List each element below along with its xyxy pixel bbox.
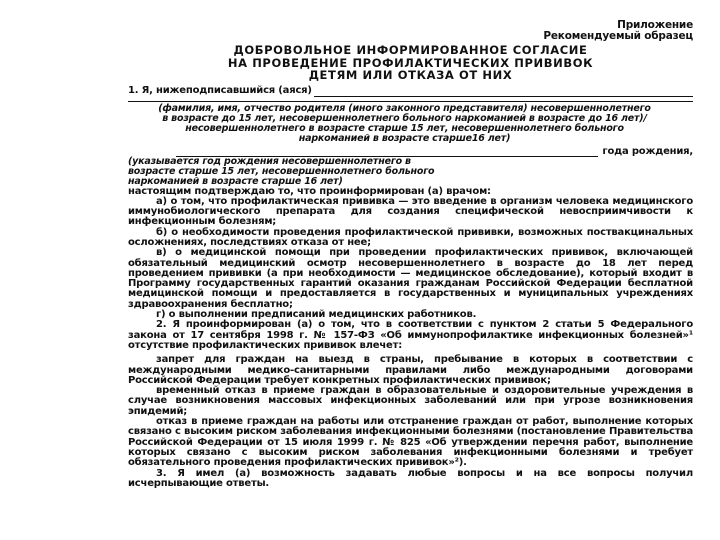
document-title: [128, 44, 693, 82]
item-v: в) о медицинской помощи при проведении профилактических прививок, включающей обязательный медицинский осмотр несовершеннолетнего в возрасте до 18 лет перед проведением прививки (а при необходимости — медицинское обследование), который входит в Программу государственных гарантий оказания гражданам Российской Федерации бесплатной медицинской помощи и предоставляется в государственных и муниципальных учреждениях здравоохранения бесплатно;: [128, 247, 693, 310]
consent-form: [128, 20, 693, 489]
consequence-3: отказ в приеме граждан на работы или отстранение граждан от работ, выполнение которых связано с высоким риском заболевания инфекционными болезнями (постановление Правительства Российской Федерации от 15 июля 1999 г. № 825 «Об утверждении перечня работ, выполнение которых связано с высоким риском заболевания инфекционными болезнями и требует обязательного проведения профилактических прививок»²).: [128, 416, 693, 469]
point-3: 3. Я имел (а) возможность задавать любые вопросы и на все вопросы получил исчерпывающие ответы.: [128, 467, 693, 489]
item-a: а) о том, что профилактическая прививка — это введение в организм человека медицинского иммунобиологического препарата для создания специфической невосприимчивости к инфекционным болезням;: [128, 195, 693, 228]
item-g: г) о выполнении предписаний медицинских работников.: [156, 309, 477, 321]
consequence-2: временный отказ в приеме граждан в образовательные и оздоровительные учреждения в случае возникновения массовых инфекционных заболеваний или при угрозе возникновения эпидемий;: [128, 385, 693, 417]
signatory-name-field[interactable]: [314, 86, 693, 97]
signatory-label: 1. Я, нижеподписавшийся (аяся): [128, 84, 312, 96]
name-hint: (фамилия, имя, отчество родителя (иного законного представителя) несовершеннолетнего в возрасте до 15 лет, несовершеннолетнего больного наркоманией в возрасте до 16 лет)/ несовершеннолетнего в возрасте старше 15 лет, несовершеннолетнего больного наркоманией в возрасте старше16 лет): [158, 102, 651, 144]
birth-year-hint: (указывается год рождения несовершеннолетнего в возрасте старше 15 лет, несовершеннолетнего больного наркоманией в возрасте старше 16 лет): [128, 155, 435, 187]
consequence-1: запрет для граждан на выезд в страны, пребывание в которых в соответствии с международными медико-санитарными правилами либо международными договорами Российской Федерации требует конкретных профилактических прививок;: [128, 354, 693, 386]
sample-label: Рекомендуемый образец: [543, 30, 693, 42]
item-b: б) о необходимости проведения профилактической прививки, возможных поствакцинальных осложнениях, последствиях отказа от нее;: [128, 226, 693, 248]
birth-year-field[interactable]: [176, 146, 598, 157]
title-line-1: ДОБРОВОЛЬНОЕ ИНФОРМИРОВАННОЕ СОГЛАСИЕ: [233, 43, 588, 57]
title-line-2: НА ПРОВЕДЕНИЕ ПРОФИЛАКТИЧЕСКИХ ПРИВИВОК: [227, 55, 594, 70]
signatory-name-field-2[interactable]: [128, 97, 693, 102]
birth-year-row: [128, 146, 693, 157]
signatory-row: [128, 85, 693, 97]
confirm-text: настоящим подтверждаю то, что проинформирован (а) врачом:: [128, 185, 491, 197]
point-2: 2. Я проинформирован (а) о том, что в соответствии с пунктом 2 статьи 5 Федерального закона от 17 сентября 1998 г. № 157-ФЗ «Об иммунопрофилактике инфекционных болезней»¹ отсутствие профилактических прививок влечет:: [128, 319, 693, 351]
title-line-3: ДЕТЯМ ИЛИ ОТКАЗА ОТ НИХ: [308, 68, 513, 82]
birth-year-label: года рождения,: [602, 145, 693, 157]
appendix-label: Приложение: [617, 19, 693, 31]
